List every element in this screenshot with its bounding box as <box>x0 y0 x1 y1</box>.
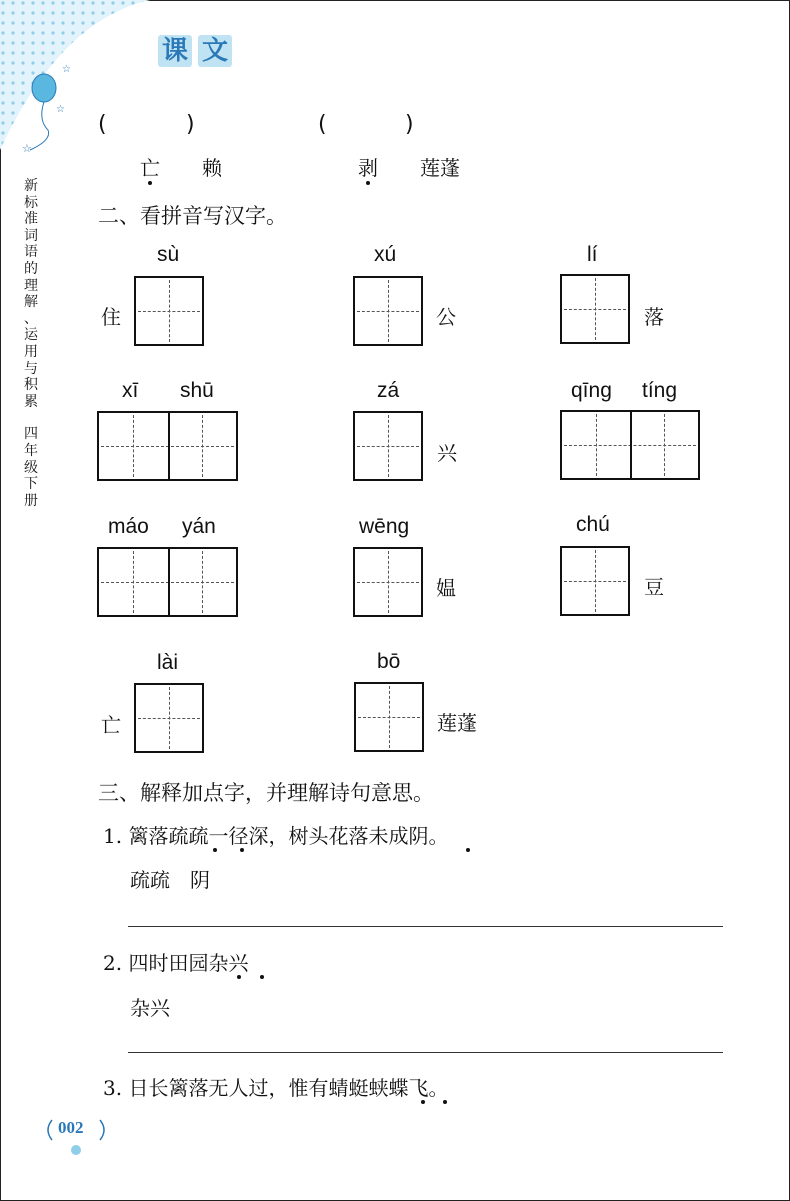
question-1: 1. 篱落疏疏一径深，树头花落未成阴。 <box>103 824 449 848</box>
word: 莲蓬 <box>420 156 460 180</box>
writing-box[interactable] <box>560 546 630 616</box>
pinyin: shū <box>180 379 214 402</box>
svg-text:☆: ☆ <box>22 142 32 155</box>
context-char: 媪 <box>436 576 456 600</box>
writing-box[interactable] <box>353 547 423 617</box>
answer-line[interactable] <box>128 1052 723 1053</box>
writing-box[interactable] <box>353 411 423 481</box>
word: 剥 <box>358 156 378 180</box>
writing-box[interactable] <box>353 276 423 346</box>
pinyin: lí <box>587 243 598 266</box>
paren-open: ( <box>98 112 108 137</box>
writing-box-double[interactable] <box>97 547 238 617</box>
pinyin: bō <box>377 650 401 673</box>
emphasis-dot <box>421 1100 425 1104</box>
context-char: 公 <box>436 305 456 329</box>
word: 亡 <box>140 156 160 180</box>
context-char: 落 <box>644 305 664 329</box>
context-char: 住 <box>101 305 121 329</box>
context-char: 莲蓬 <box>437 711 477 735</box>
context-char: 兴 <box>437 441 457 465</box>
emphasis-dot <box>366 181 370 185</box>
pinyin: xú <box>374 243 397 266</box>
writing-box-double[interactable] <box>560 410 700 480</box>
svg-text:☆: ☆ <box>56 104 65 115</box>
balloon-decoration <box>0 0 150 170</box>
writing-box-double[interactable] <box>97 411 238 481</box>
emphasis-dot <box>237 975 241 979</box>
pinyin: wēng <box>359 515 410 538</box>
paren-close: ) <box>186 112 196 137</box>
emphasis-dot <box>240 848 244 852</box>
pinyin: sù <box>157 243 180 266</box>
page-number: 002 <box>58 1118 84 1137</box>
pinyin: qīng <box>571 379 612 402</box>
lesson-title <box>158 35 232 67</box>
paren-close: ) <box>405 112 415 137</box>
pinyin: yán <box>182 515 216 538</box>
answer-line[interactable] <box>128 926 723 927</box>
emphasis-dot <box>213 848 217 852</box>
terms-2: 杂兴 <box>130 996 170 1020</box>
pinyin: tíng <box>642 379 678 402</box>
side-series-title: 新 标 准 词 语 的 理 解 、 运 用 与 积 累 四 年 级 下 册 <box>24 178 38 509</box>
emphasis-dot <box>466 848 470 852</box>
section-heading: 三、解释加点字，并理解诗句意思。 <box>98 781 434 805</box>
context-char: 豆 <box>644 575 664 599</box>
writing-box[interactable] <box>560 274 630 344</box>
pinyin: lài <box>157 651 179 674</box>
question-3: 3. 日长篱落无人过，惟有蜻蜓蛱蝶飞。 <box>103 1076 449 1100</box>
emphasis-dot <box>260 975 264 979</box>
pinyin: xī <box>122 379 139 402</box>
title-char: 文 <box>198 35 232 67</box>
emphasis-dot <box>148 181 152 185</box>
terms-1: 疏疏 阴 <box>130 868 210 892</box>
word: 赖 <box>202 156 222 180</box>
writing-box[interactable] <box>134 683 204 753</box>
question-2: 2. 四时田园杂兴 <box>103 951 249 975</box>
writing-box[interactable] <box>134 276 204 346</box>
svg-text:☆: ☆ <box>62 64 71 75</box>
writing-box[interactable] <box>354 682 424 752</box>
title-char: 课 <box>158 35 192 67</box>
section-heading: 二、看拼音写汉字。 <box>98 204 287 228</box>
pinyin: máo <box>108 515 149 538</box>
pinyin: chú <box>576 513 610 536</box>
context-char: 亡 <box>101 713 121 737</box>
paren-open: ( <box>318 112 328 137</box>
emphasis-dot <box>443 1100 447 1104</box>
pinyin: zá <box>377 379 400 402</box>
